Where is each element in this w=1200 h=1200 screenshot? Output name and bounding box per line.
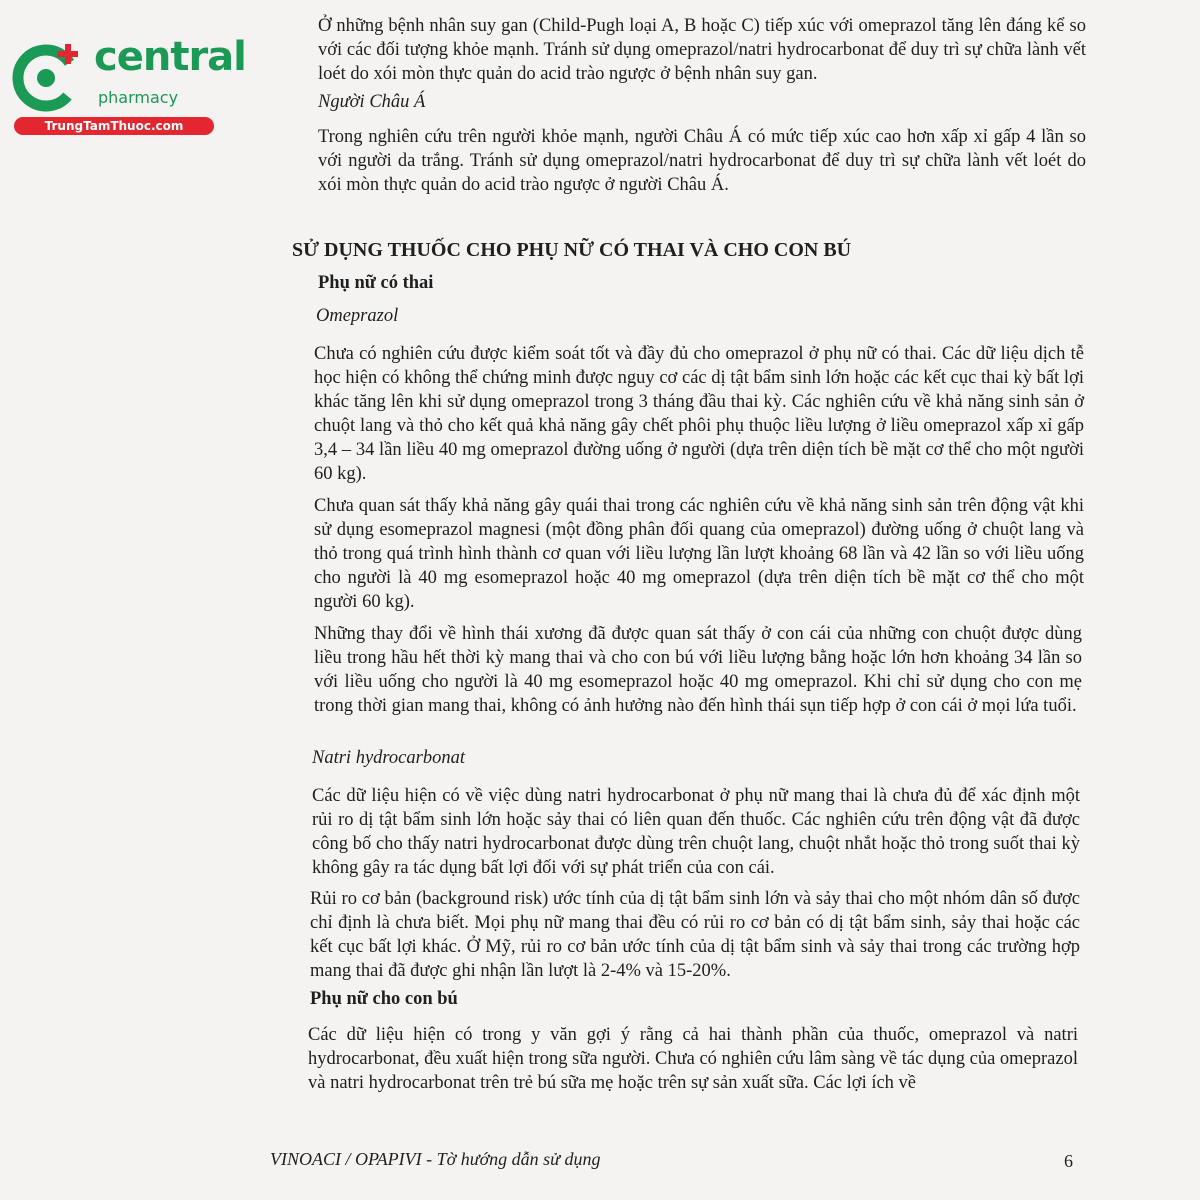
paragraph-natri-2: Rủi ro cơ bản (background risk) ước tính của dị tật bẩm sinh lớn và sảy thai cho một nhóm dân số được chỉ định là chưa biết. Mọi phụ nữ mang thai đều có rủi ro cơ bản có dị tật bẩm sinh, sảy thai hoặc các kết cục bất lợi khác. Ở Mỹ, rủi ro cơ bản ước tính của dị tật bẩm sinh và sảy thai trong các trường hợp mang thai đã được ghi nhận lần lượt là 2-4% và 15-20%. <box>310 889 1080 981</box>
paragraph-liver-impairment: Ở những bệnh nhân suy gan (Child-Pugh loại A, B hoặc C) tiếp xúc với omeprazol tăng lên đáng kể so với các đối tượng khỏe mạnh. Tránh sử dụng omeprazol/natri hydrocarbonat để duy trì sự chữa lành vết loét do xói mòn thực quản do acid trào ngược ở bệnh nhân suy gan. <box>318 16 1086 84</box>
subheading-omeprazol: Omeprazol <box>316 306 399 326</box>
subheading-breastfeeding: Phụ nữ cho con bú <box>310 989 458 1009</box>
paragraph-omeprazol-1: Chưa có nghiên cứu được kiểm soát tốt và đầy đủ cho omeprazol ở phụ nữ có thai. Các dữ liệu dịch tễ học hiện có không thể chứng minh được nguy cơ các dị tật bẩm sinh lớn hoặc các kết cục thai kỳ bất lợi khác tăng lên khi sử dụng omeprazol trong 3 tháng đầu thai kỳ. Các nghiên cứu về khả năng sinh sản ở chuột lang và thỏ cho kết quả khả năng gây chết phôi phụ thuộc liều lượng ở liều omeprazol xấp xỉ gấp 3,4 – 34 lần liều 40 mg omeprazol đường uống ở người (dựa trên diện tích bề mặt cơ thể cho một người 60 kg). <box>314 344 1084 484</box>
paragraph-breastfeeding: Các dữ liệu hiện có trong y văn gợi ý rằng cả hai thành phần của thuốc, omeprazol và natri hydrocarbonat, đều xuất hiện trong sữa người. Chưa có nghiên cứu lâm sàng về tác dụng của omeprazol và natri hydrocarbonat trên trẻ bú sữa mẹ hoặc trên sự sản xuất sữa. Các lợi ích về <box>308 1025 1078 1093</box>
subheading-natri-hydrocarbonat: Natri hydrocarbonat <box>312 748 465 768</box>
subheading-asian: Người Châu Á <box>318 92 426 112</box>
page-number: 6 <box>1064 1151 1073 1171</box>
footer-title: VINOACI / OPAPIVI - Tờ hướng dẫn sử dụng <box>270 1149 601 1169</box>
paragraph-omeprazol-2: Chưa quan sát thấy khả năng gây quái thai trong các nghiên cứu về khả năng sinh sản trên động vật khi sử dụng esomeprazol magnesi (một đồng phân đối quang của omeprazol) đường uống ở chuột lang và thỏ trong quá trình hình thành cơ quan với liều lượng lần lượt khoảng 68 lần và 42 lần so với liều uống cho người là 40 mg esomeprazol hoặc 40 mg omeprazol (dựa trên diện tích bề mặt cơ thể cho một người 60 kg). <box>314 496 1084 612</box>
central-pharmacy-logo <box>10 34 246 138</box>
paragraph-natri-1: Các dữ liệu hiện có về việc dùng natri hydrocarbonat ở phụ nữ mang thai là chưa đủ để xác định một rủi ro dị tật bẩm sinh lớn hoặc sảy thai có liên quan đến thuốc. Các nghiên cứu trên động vật đã được công bố cho thấy natri hydrocarbonat được dùng trên chuột lang, chuột nhắt hoặc thỏ trong suốt thai kỳ không gây ra tác dụng bất lợi đối với sự phát triển của con cái. <box>312 786 1080 878</box>
logo-name: central <box>94 34 246 80</box>
section-heading-pregnancy: SỬ DỤNG THUỐC CHO PHỤ NỮ CÓ THAI VÀ CHO CON BÚ <box>292 239 852 261</box>
subheading-pregnant-women: Phụ nữ có thai <box>318 273 434 293</box>
logo-url: TrungTamThuoc.com <box>14 117 214 135</box>
paragraph-omeprazol-3: Những thay đổi về hình thái xương đã được quan sát thấy ở con cái của những con chuột được dùng liều trong hầu hết thời kỳ mang thai và cho con bú với liều lượng bằng hoặc lớn hơn khoảng 34 lần so với liều uống cho người là 40 mg esomeprazol hoặc 40 mg omeprazol. Khi chỉ sử dụng cho con mẹ trong thời gian mang thai, không có ảnh hưởng nào đến hình thái sụn tiếp hợp ở con cái ở mọi lứa tuổi. <box>314 624 1082 716</box>
paragraph-asian: Trong nghiên cứu trên người khỏe mạnh, người Châu Á có mức tiếp xúc cao hơn xấp xỉ gấp 4 lần so với người da trắng. Tránh sử dụng omeprazol/natri hydrocarbonat để duy trì sự chữa lành vết loét do xói mòn thực quản do acid trào ngược ở người Châu Á. <box>318 127 1086 195</box>
pharmacy-cross-icon <box>10 38 88 116</box>
logo-subtitle: pharmacy <box>98 88 179 107</box>
